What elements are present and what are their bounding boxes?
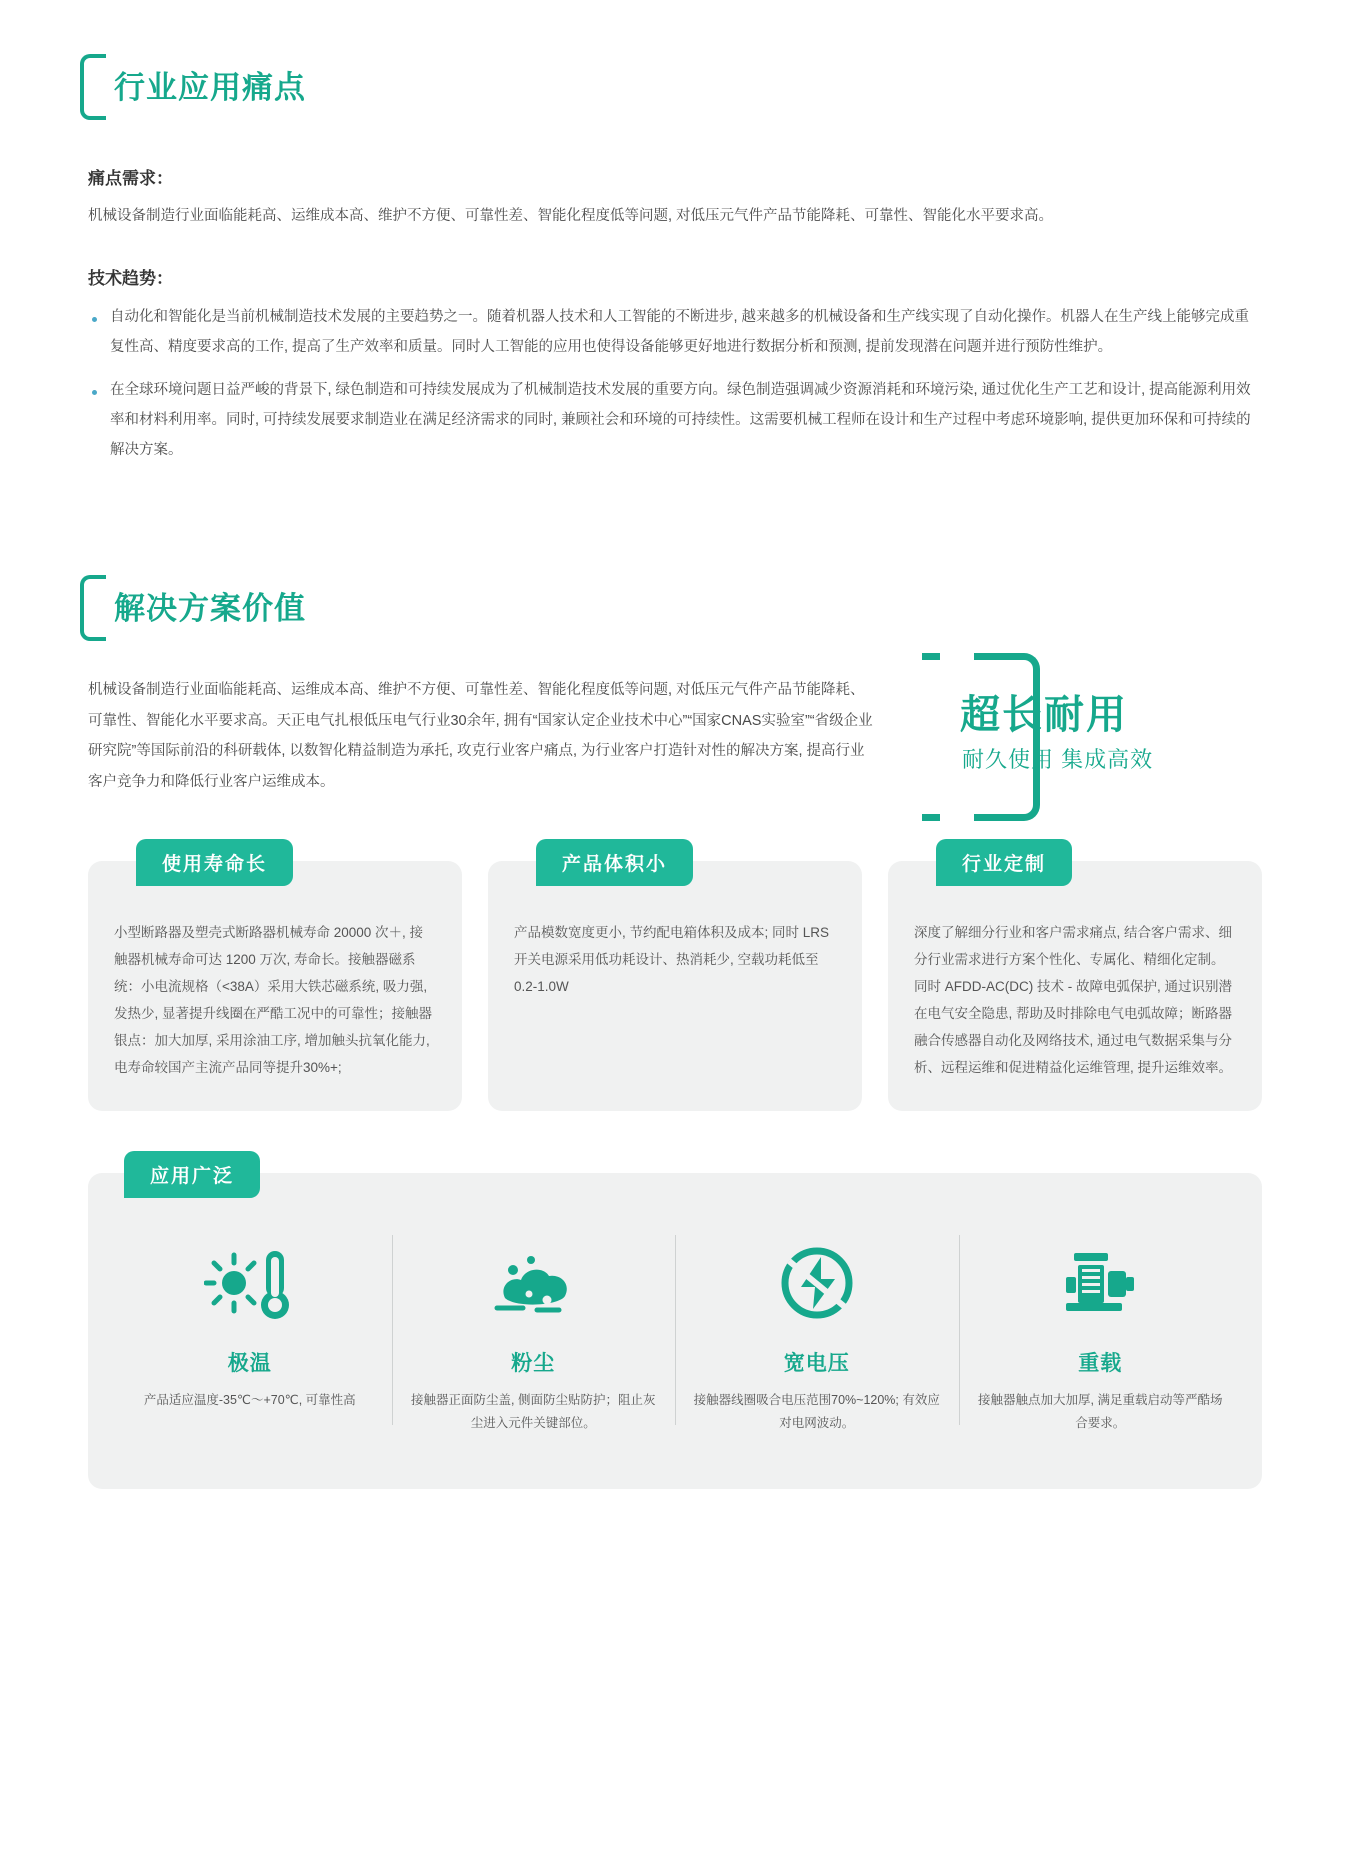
- durability-badge: [922, 653, 1192, 833]
- section-header-solution-value: [88, 573, 1262, 651]
- badge-headline: 超长耐用: [960, 693, 1128, 738]
- list-item: 在全球环境问题日益严峻的背景下, 绿色制造和可持续发展成为了机械制造技术发展的重要方向。绿色制造强调减少资源消耗和环境污染, 通过优化生产工艺和设计, 提高能源利用效率和材料利用率。同时, 可持续发展要求制造业在满足经济需求的同时, 兼顾社会和环境的可持续性。这需要机械工程师在设计和生产过程中考虑环境影响, 提供更加环保和可持续的解决方案。: [88, 376, 1262, 465]
- pain-need-text: 机械设备制造行业面临能耗高、运维成本高、维护不方便、可靠性差、智能化程度低等问题, 对低压元气件产品节能降耗、可靠性、智能化水平要求高。: [88, 208, 1054, 224]
- pain-need-block: [88, 164, 1262, 230]
- badge-subline: 耐久使用 集成高效: [962, 747, 1154, 773]
- status-badge: 使用寿命长: [136, 839, 293, 886]
- feature-title: 重载: [1078, 1352, 1123, 1376]
- document-page: [0, 52, 1350, 1858]
- section-header-pain-points: [88, 52, 1262, 130]
- feature-extreme-temperature: [108, 1229, 392, 1443]
- dust-icon: [410, 1237, 658, 1329]
- tech-trend-label: 技术趋势：: [88, 268, 173, 288]
- card-body-text: 深度了解细分行业和客户需求痛点, 结合客户需求、细分行业需求进行方案个性化、专属化、精细化定制。同时 AFDD-AC(DC) 技术 - 故障电弧保护, 通过识别潜在电气安全隐患, 帮助及时排除电气电弧故障；断路器融合传感器自动化及网络技术, 通过电气数据采集与分析、远程运维和促进精益化运维管理, 提升运维效率。: [914, 925, 1233, 1076]
- card-body-text: 小型断路器及塑壳式断路器机械寿命 20000 次＋, 接触器机械寿命可达 1200 万次, 寿命长。接触器磁系统：小电流规格（<38A）采用大铁芯磁系统, 吸力强, 发热少, 显著提升线圈在严酷工况中的可靠性；接触器银点：加大加厚, 采用涂油工序, 增加触头抗氧化能力, 电寿命较国产主流产品同等提升30%+;: [114, 925, 433, 1076]
- tech-trend-block: [88, 264, 1262, 466]
- feature-description: 接触器线圈吸合电压范围70%~120%; 有效应对电网波动。: [693, 1393, 940, 1431]
- status-badge: 行业定制: [936, 839, 1072, 886]
- solution-value-block: [88, 675, 1262, 797]
- card-industry-customization: [888, 854, 1262, 1111]
- solution-value-paragraph: 机械设备制造行业面临能耗高、运维成本高、维护不方便、可靠性差、智能化程度低等问题, 对低压元气件产品节能降耗、可靠性、智能化水平要求高。天正电气扎根低压电气行业30余年, 拥有“国家认定企业技术中心”“国家CNAS实验室”“省级企业研究院”等国际前沿的科研载体, 以数智化精益制造为承托, 攻克行业客户痛点, 为行业客户打造针对性的解决方案, 提高行业客户竞争力和降低行业客户运维成本。: [88, 682, 873, 790]
- feature-description: 产品适应温度-35℃～+70℃, 可靠性高: [143, 1393, 356, 1408]
- status-badge: 产品体积小: [536, 839, 693, 886]
- motor-icon: [977, 1237, 1225, 1329]
- feature-cards: [88, 854, 1262, 1111]
- temperature-sun-icon: [126, 1237, 374, 1329]
- feature-wide-voltage: [675, 1229, 959, 1443]
- page-title-pain-points: 行业应用痛点: [114, 70, 306, 105]
- feature-title: 宽电压: [783, 1352, 850, 1376]
- pain-need-label: 痛点需求：: [88, 169, 173, 188]
- feature-description: 接触器正面防尘盖, 侧面防尘贴防护；阻止灰尘进入元件关键部位。: [411, 1393, 656, 1431]
- feature-heavy-load: [959, 1229, 1243, 1443]
- list-item: 自动化和智能化是当前机械制造技术发展的主要趋势之一。随着机器人技术和人工智能的不断进步, 越来越多的机械设备和生产线实现了自动化操作。机器人在生产线上能够完成重复性高、精度要求高的工作, 提高了生产效率和质量。同时人工智能的应用也使得设备能够更好地进行数据分析和预测, 提前发现潜在问题并进行预防性维护。: [88, 303, 1262, 362]
- feature-dust: [392, 1229, 676, 1443]
- status-badge: 应用广泛: [124, 1151, 260, 1198]
- application-feature-row: [108, 1229, 1242, 1443]
- card-long-life: [88, 854, 462, 1111]
- wide-application-panel: [88, 1166, 1262, 1489]
- card-body-text: 产品模数宽度更小, 节约配电箱体积及成本; 同时 LRS 开关电源采用低功耗设计、热消耗少, 空载功耗低至 0.2-1.0W: [514, 925, 830, 995]
- card-small-size: [488, 854, 862, 1111]
- feature-description: 接触器触点加大加厚, 满足重载启动等严酷场合要求。: [978, 1393, 1223, 1431]
- page-title-solution-value: 解决方案价值: [114, 591, 306, 627]
- feature-title: 极温: [227, 1352, 272, 1376]
- feature-title: 粉尘: [511, 1352, 556, 1376]
- tech-trend-list: [88, 303, 1262, 466]
- voltage-bolt-icon: [693, 1237, 941, 1329]
